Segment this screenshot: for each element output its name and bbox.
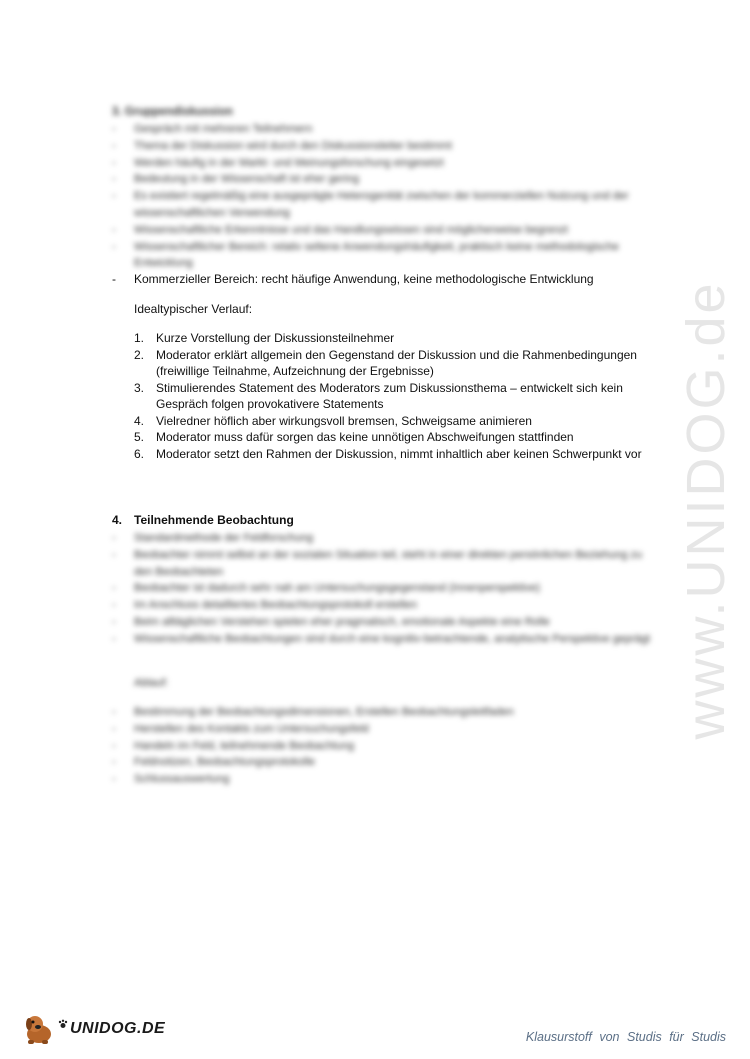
list-item: 2. Moderator erklärt allgemein den Gegenstand der Diskussion und die Rahmenbedingungen (freiwillige Teilnahme, Aufzeichnung der Ergebnisse) [134, 347, 637, 378]
unidog-logo [22, 1012, 165, 1046]
paw-icon [58, 1019, 68, 1029]
footer-tagline: Klausurstoff von Studis für Studis [525, 1030, 726, 1044]
dog-icon [22, 1012, 56, 1046]
list-item: - Gespräch mit mehreren Teilnehmern [112, 123, 313, 135]
list-item: 6. Moderator setzt den Rahmen der Diskussion, nimmt inhaltlich aber keinen Schwerpunkt vor [134, 446, 642, 461]
ideal-label: Idealtypischer Verlauf: [134, 302, 253, 316]
list-item: - Schlussauswertung [112, 773, 230, 786]
list-item: - Bestimmung der Beobachtungsdimensionen, Erstellen Beobachtungsleitfaden [112, 706, 514, 718]
list-item: - Bedeutung in der Wissenschaft ist eher gering [112, 173, 360, 186]
section-3-heading: 3. Gruppendiskussion [112, 106, 233, 118]
list-item: - Wissenschaftliche Erkenntnisse und das Handlungswissen sind möglicherweise begrenzt [112, 223, 569, 236]
list-item: - Wissenschaftlicher Bereich: relativ seltene Anwendungshäufigkeit, praktisch keine methodologische Entwicklung [112, 240, 619, 270]
list-item: - Beim alltäglichen Verstehen spielen eher pragmatisch, emotionale Aspekte eine Rolle [112, 615, 550, 628]
list-item: - Handeln im Feld, teilnehmende Beobachtung [112, 739, 355, 752]
commercial-line: - Kommerzieller Bereich: recht häufige Anwendung, keine methodologische Entwicklung [112, 272, 594, 286]
section-4-heading: 4. Teilnehmende Beobachtung [112, 513, 294, 527]
list-item: 3. Stimulierendes Statement des Moderators zum Diskussionsthema – entwickelt sich kein Gespräch folgen provokativere Statements [134, 380, 623, 411]
list-item: - Feldnotizen, Beobachtungsprotokolle [112, 756, 316, 769]
list-item: - Werden häufig in der Markt- und Meinungsforschung eingesetzt [112, 156, 444, 169]
watermark: www.UNIDOG.de [676, 280, 736, 740]
ideal-steps-list [134, 330, 654, 462]
section-3-blurred [112, 106, 672, 272]
list-item: - Im Anschluss detailliertes Beobachtungsprotokoll erstellen [112, 599, 418, 612]
list-item: - Es existiert regelmäßig eine ausgeprägte Heterogenität zwischen der kommerziellen Nutzung und der wissenschaftlichen Verwendung [112, 190, 629, 219]
ablauf-label: Ablauf: [134, 677, 169, 689]
section-4-blurred [112, 530, 652, 648]
list-item: - Beobachter nimmt selbst an der sozialen Situation teil, steht in einer direkten persönlichen Beziehung zu den Beobachteten [112, 548, 643, 578]
list-item: - Herstellen des Kontakts zum Untersuchungsfeld [112, 722, 369, 735]
list-item: - Wissenschaftliche Beobachtungen sind durch eine kognitiv-betrachtende, analytische Perspektive geprägt [112, 632, 651, 645]
list-item: 5. Moderator muss dafür sorgen das keine unnötigen Abschweifungen stattfinden [134, 430, 574, 444]
list-item: 1. Kurze Vorstellung der Diskussionsteilnehmer [134, 331, 395, 345]
list-item: - Thema der Diskussion wird durch den Diskussionsleiter bestimmt [112, 139, 452, 152]
ablauf-list-blurred [112, 704, 652, 788]
list-item: - Beobachter ist dadurch sehr nah am Untersuchungsgegenstand (Innenperspektive) [112, 582, 541, 595]
logo-text: UNIDOG.DE [70, 1020, 166, 1037]
list-item: 4. Vielredner höflich aber wirkungsvoll bremsen, Schweigsame animieren [134, 413, 532, 428]
list-item: - Standardmethode der Feldforschung [112, 532, 314, 544]
